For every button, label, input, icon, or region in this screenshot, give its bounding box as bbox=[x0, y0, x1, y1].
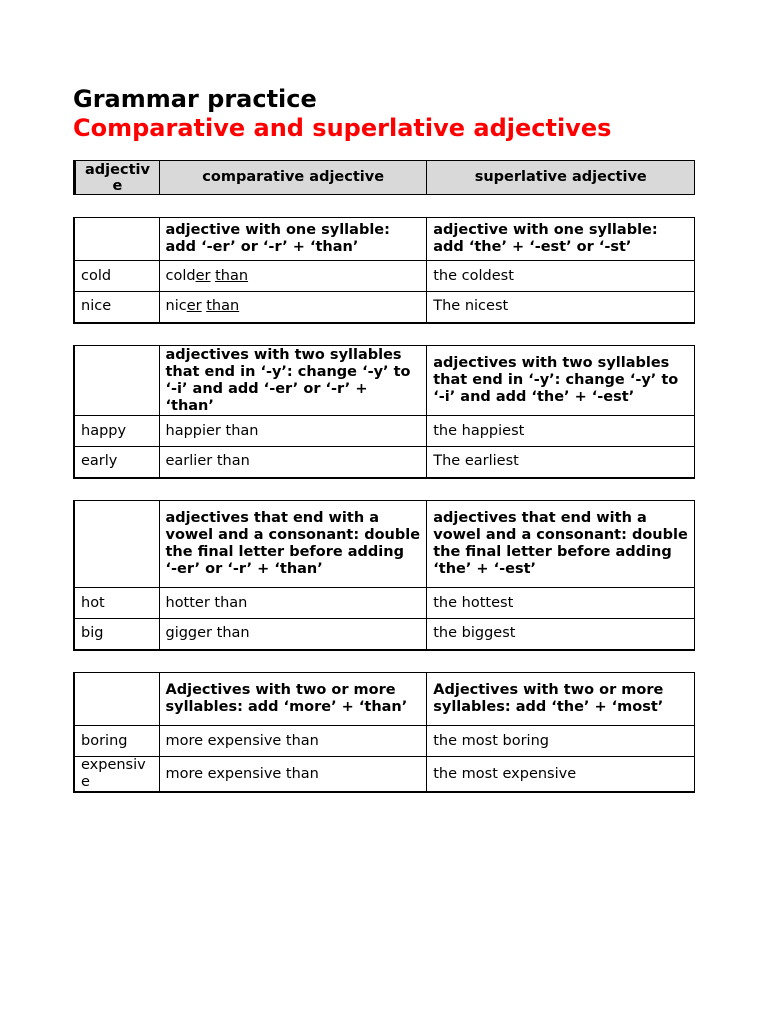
superlative-cell: the most expensive bbox=[427, 757, 695, 793]
rule-comparative: adjective with one syllable: add ‘-er’ or ‘-r’ + ‘than’ bbox=[159, 218, 427, 261]
header-table bbox=[73, 160, 695, 195]
superlative-cell: the biggest bbox=[427, 619, 695, 650]
comparative-cell: hotter than bbox=[159, 588, 427, 619]
rule-superlative: adjectives that end with a vowel and a consonant: double the final letter before adding ‘the’ + ‘-est’ bbox=[427, 501, 695, 588]
superlative-cell: the most boring bbox=[427, 726, 695, 757]
rule-empty-cell bbox=[74, 346, 159, 416]
table-row bbox=[74, 588, 695, 619]
comparative-cell: happier than bbox=[159, 416, 427, 447]
superlative-cell: the coldest bbox=[427, 261, 695, 292]
adjective-cell: boring bbox=[74, 726, 159, 757]
table-row bbox=[74, 416, 695, 447]
rule-comparative: adjectives with two syllables that end in ‘-y’: change ‘-y’ to ‘-i’ and add ‘-er’ or ‘-r’ + ‘than’ bbox=[159, 346, 427, 416]
header-comparative: comparative adjective bbox=[159, 161, 427, 195]
table-row bbox=[74, 292, 695, 323]
rule-row bbox=[74, 218, 695, 261]
superlative-cell: the hottest bbox=[427, 588, 695, 619]
rule-empty-cell bbox=[74, 218, 159, 261]
rule-table-2 bbox=[73, 345, 695, 479]
rule-row bbox=[74, 673, 695, 726]
rule-row bbox=[74, 501, 695, 588]
comparative-ending: er bbox=[186, 298, 202, 315]
comparative-than: than bbox=[206, 298, 240, 315]
rule-comparative: Adjectives with two or more syllables: add ‘more’ + ‘than’ bbox=[159, 673, 427, 726]
comparative-cell: earlier than bbox=[159, 447, 427, 478]
comparative-ending: er bbox=[195, 267, 211, 284]
adjective-cell: big bbox=[74, 619, 159, 650]
comparative-cell: more expensive than bbox=[159, 726, 427, 757]
comparative-cell: more expensive than bbox=[159, 757, 427, 793]
adjective-cell: hot bbox=[74, 588, 159, 619]
page-title: Grammar practice bbox=[73, 85, 317, 113]
table-row bbox=[74, 757, 695, 793]
adjective-cell: cold bbox=[74, 261, 159, 292]
page-subtitle: Comparative and superlative adjectives bbox=[73, 114, 612, 142]
rule-empty-cell bbox=[74, 501, 159, 588]
header-adjective: adjective bbox=[75, 161, 160, 195]
rule-table-3 bbox=[73, 500, 695, 651]
rule-row bbox=[74, 346, 695, 416]
adjective-cell: expensive bbox=[74, 757, 159, 793]
comparative-cell bbox=[159, 261, 427, 292]
superlative-cell: The nicest bbox=[427, 292, 695, 323]
superlative-cell: the happiest bbox=[427, 416, 695, 447]
rule-superlative: adjectives with two syllables that end in ‘-y’: change ‘-y’ to ‘-i’ and add ‘the’ + ‘-est’ bbox=[427, 346, 695, 416]
rule-superlative: Adjectives with two or more syllables: add ‘the’ + ‘most’ bbox=[427, 673, 695, 726]
table-row bbox=[74, 619, 695, 650]
rule-comparative: adjectives that end with a vowel and a consonant: double the final letter before adding ‘-er’ or ‘-r’ + ‘than’ bbox=[159, 501, 427, 588]
table-row bbox=[74, 726, 695, 757]
table-row bbox=[74, 447, 695, 478]
comparative-stem: cold bbox=[165, 267, 196, 284]
adjective-cell: nice bbox=[74, 292, 159, 323]
comparative-stem: nic bbox=[165, 298, 187, 315]
adjective-cell: early bbox=[74, 447, 159, 478]
rule-table-1 bbox=[73, 217, 695, 324]
rule-empty-cell bbox=[74, 673, 159, 726]
comparative-cell: gigger than bbox=[159, 619, 427, 650]
table-row bbox=[74, 261, 695, 292]
header-row bbox=[75, 161, 695, 195]
superlative-cell: The earliest bbox=[427, 447, 695, 478]
comparative-cell bbox=[159, 292, 427, 323]
rule-superlative: adjective with one syllable: add ‘the’ + ‘-est’ or ‘-st’ bbox=[427, 218, 695, 261]
adjective-cell: happy bbox=[74, 416, 159, 447]
header-superlative: superlative adjective bbox=[427, 161, 695, 195]
comparative-than: than bbox=[215, 267, 249, 284]
rule-table-4 bbox=[73, 672, 695, 793]
